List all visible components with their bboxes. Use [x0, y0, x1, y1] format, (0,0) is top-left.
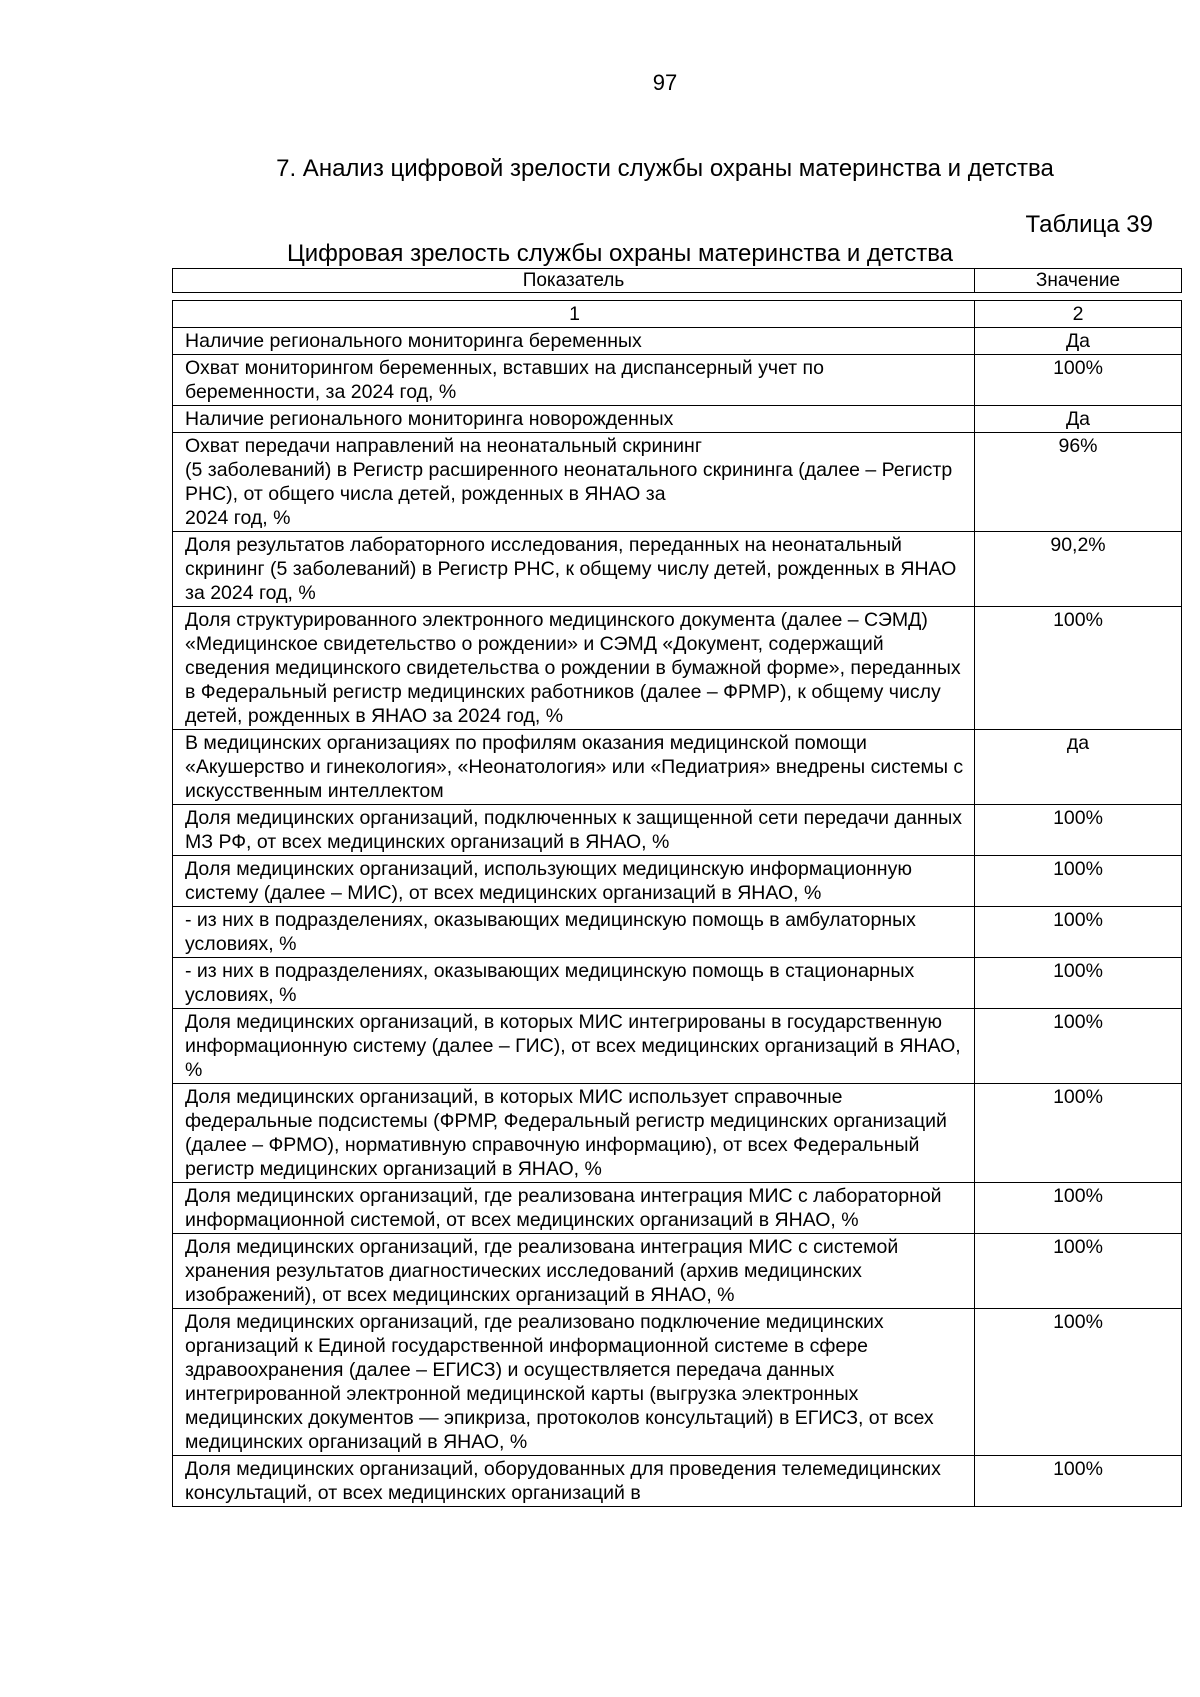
- value-cell: 100%: [975, 1183, 1182, 1234]
- value-cell: 100%: [975, 1309, 1182, 1456]
- table-row: [173, 958, 1182, 1009]
- indicator-cell: Доля медицинских организаций, где реализована интеграция МИС с системой хранения результатов диагностических исследований (архив медицинских изображений), от всех медицинских организаций в ЯНАО, %: [173, 1234, 975, 1309]
- table-row: [173, 1456, 1182, 1507]
- table-row: [173, 1183, 1182, 1234]
- indicator-cell: - из них в подразделениях, оказывающих медицинскую помощь в стационарных условиях, %: [173, 958, 975, 1009]
- table-row: [173, 406, 1182, 433]
- table-row: [173, 730, 1182, 805]
- maturity-table: [172, 300, 1182, 1507]
- indicator-cell: Доля медицинских организаций, где реализована интеграция МИС с лабораторной информационной системой, от всех медицинских организаций в ЯНАО, %: [173, 1183, 975, 1234]
- indicator-cell: - из них в подразделениях, оказывающих медицинскую помощь в амбулаторных условиях, %: [173, 907, 975, 958]
- indicator-cell: Доля результатов лабораторного исследования, переданных на неонатальный скрининг (5 заболеваний) в Регистр РНС, к общему числу детей, рожденных в ЯНАО за 2024 год, %: [173, 532, 975, 607]
- table-row: [173, 1309, 1182, 1456]
- table-row: [173, 355, 1182, 406]
- table-row: [173, 1009, 1182, 1084]
- indicator-cell: Охват передачи направлений на неонатальный скрининг (5 заболеваний) в Регистр расширенного неонатального скрининга (далее – Регистр РНС), от общего числа детей, рожденных в ЯНАО за 2024 год, %: [173, 433, 975, 532]
- table-row: [173, 805, 1182, 856]
- indicator-cell: Доля структурированного электронного медицинского документа (далее – СЭМД) «Медицинское свидетельство о рождении» и СЭМД «Документ, содержащий сведения медицинского свидетельства о рождении в бумажной форме», переданных в Федеральный регистр медицинских работников (далее – ФРМР), к общему числу детей, рожденных в ЯНАО за 2024 год, %: [173, 607, 975, 730]
- value-cell: 100%: [975, 907, 1182, 958]
- value-cell: 100%: [975, 1084, 1182, 1183]
- table-row: [173, 1234, 1182, 1309]
- value-cell: Да: [975, 406, 1182, 433]
- indicator-cell: В медицинских организациях по профилям оказания медицинской помощи «Акушерство и гинекология», «Неонатология» или «Педиатрия» внедрены системы с искусственным интеллектом: [173, 730, 975, 805]
- indicator-cell: Доля медицинских организаций, в которых МИС интегрированы в государственную информационную систему (далее – ГИС), от всех медицинских организаций в ЯНАО, %: [173, 1009, 975, 1084]
- value-cell: да: [975, 730, 1182, 805]
- indicator-cell: Доля медицинских организаций, где реализовано подключение медицинских организаций к Единой государственной информационной системе в сфере здравоохранения (далее – ЕГИСЗ) и осуществляется передача данных интегрированной электронной медицинской карты (выгрузка электронных медицинских документов — эпикриза, протоколов консультаций) в ЕГИСЗ, от всех медицинских организаций в ЯНАО, %: [173, 1309, 975, 1456]
- table-row: [173, 532, 1182, 607]
- header-value: Значение: [1035, 269, 1121, 291]
- column-number-1: 1: [173, 301, 975, 328]
- value-cell: 100%: [975, 1456, 1182, 1507]
- indicator-cell: Наличие регионального мониторинга новорожденных: [173, 406, 975, 433]
- value-cell: 100%: [975, 856, 1182, 907]
- table-row: [173, 328, 1182, 355]
- column-number-row: [173, 301, 1182, 328]
- table-row: [173, 433, 1182, 532]
- page-number: 97: [652, 70, 678, 95]
- table-body: [173, 301, 1182, 1507]
- section-heading: 7. Анализ цифровой зрелости службы охраны материнства и детства: [276, 155, 1054, 182]
- indicator-cell: Охват мониторингом беременных, вставших на диспансерный учет по беременности, за 2024 год, %: [173, 355, 975, 406]
- indicator-cell: Доля медицинских организаций, в которых МИС использует справочные федеральные подсистемы (ФРМР, Федеральный регистр медицинских организаций (далее – ФРМО), нормативную справочную информацию), от всех Федеральный регистр медицинских организаций в ЯНАО, %: [173, 1084, 975, 1183]
- value-cell: 100%: [975, 958, 1182, 1009]
- indicator-cell: Наличие регионального мониторинга беременных: [173, 328, 975, 355]
- table-header: [172, 268, 1182, 293]
- table-row: [173, 1084, 1182, 1183]
- value-cell: 100%: [975, 1234, 1182, 1309]
- value-cell: 90,2%: [975, 532, 1182, 607]
- column-number-2: 2: [975, 301, 1182, 328]
- indicator-cell: Доля медицинских организаций, оборудованных для проведения телемедицинских консультаций, от всех медицинских организаций в: [173, 1456, 975, 1507]
- indicator-cell: Доля медицинских организаций, использующих медицинскую информационную систему (далее – МИС), от всех медицинских организаций в ЯНАО, %: [173, 856, 975, 907]
- value-cell: 100%: [975, 355, 1182, 406]
- table-row: [173, 856, 1182, 907]
- value-cell: 100%: [975, 1009, 1182, 1084]
- value-cell: 100%: [975, 607, 1182, 730]
- header-indicator: Показатель: [173, 269, 975, 292]
- table-title: Цифровая зрелость службы охраны материнства и детства: [286, 240, 954, 267]
- table-row: [173, 607, 1182, 730]
- value-cell: Да: [975, 328, 1182, 355]
- indicator-cell: Доля медицинских организаций, подключенных к защищенной сети передачи данных МЗ РФ, от всех медицинских организаций в ЯНАО, %: [173, 805, 975, 856]
- table-label: Таблица 39: [1025, 211, 1153, 238]
- value-cell: 100%: [975, 805, 1182, 856]
- table-row: [173, 907, 1182, 958]
- value-cell: 96%: [975, 433, 1182, 532]
